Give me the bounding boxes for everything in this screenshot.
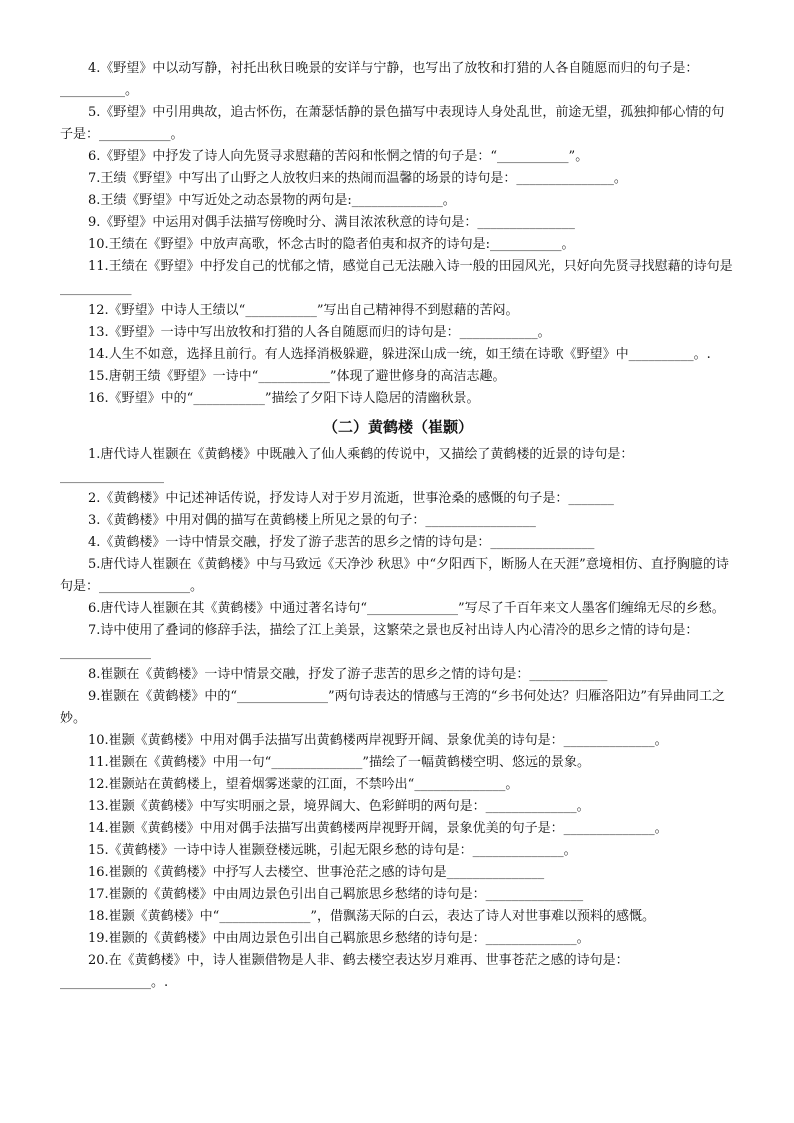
question: 4.《野望》中以动写静，衬托出秋日晚景的安详与宁静，也写出了放牧和打猎的人各自随愿而归的句子是：__________。 [60,61,699,98]
question: 17.崔颢的《黄鹤楼》中由周边景色引出自己羁旅思乡愁绪的诗句是：_______________ [88,887,584,902]
section-huanghelou [60,444,736,994]
worksheet-page [60,58,736,994]
question: 8.王绩《野望》中写近处之动态景物的两句是:______________。 [88,193,456,208]
question: 1.唐代诗人崔颢在《黄鹤楼》中既融入了仙人乘鹤的传说中，又描绘了黄鹤楼的近景的诗句是：________________ [60,447,634,484]
question: 6.唐代诗人崔颢在其《黄鹤楼》中通过著名诗句“______________”写尽了千百年来文人墨客们缠绵无尽的乡愁。 [88,601,725,616]
question: 2.《黄鹤楼》中记述神话传说，抒发诗人对于岁月流逝，世事沧桑的感慨的句子是：_______ [88,491,614,506]
question: 16.崔颢的《黄鹤楼》中抒写人去楼空、世事沧茫之感的诗句是_______________ [88,865,545,880]
question: 6.《野望》中抒发了诗人向先贤寻求慰藉的苦闷和怅惘之情的句子是：“___________”。 [88,149,589,164]
question: 18.崔颢《黄鹤楼》中“______________”，借飘荡天际的白云，表达了诗人对世事难以预料的感慨。 [88,909,655,924]
question: 20.在《黄鹤楼》中，诗人崔颢借物是人非、鹤去楼空表达岁月难再、世事苍茫之感的诗句是：______________。. [60,953,629,990]
question: 7.诗中使用了叠词的修辞手法，描绘了江上美景，这繁荣之景也反衬出诗人内心清冷的思乡之情的诗句是：______________ [60,623,699,660]
question: 5.唐代诗人崔颢在《黄鹤楼》中与马致远《天净沙 秋思》中“夕阳西下，断肠人在天涯”意境相仿、直抒胸臆的诗句是：______________。 [60,557,729,594]
question: 14.崔颢《黄鹤楼》中用对偶手法描写出黄鹤楼两岸视野开阔，景象优美的句子是：______________。 [88,821,668,836]
question: 7.王绩《野望》中写出了山野之人放牧归来的热闹而温馨的场景的诗句是：_______________。 [88,171,627,186]
section-yewang [60,58,736,410]
question: 16.《野望》中的“___________”描绘了夕阳下诗人隐居的清幽秋景。 [88,391,480,406]
question: 13.崔颢《黄鹤楼》中写实明丽之景，境界阔大、色彩鲜明的两句是：______________。 [88,799,590,814]
question: 9.崔颢在《黄鹤楼》中的“______________”两句诗表达的情感与王湾的“乡书何处达？归雁洛阳边”有异曲同工之妙。 [60,689,725,726]
question: 12.《野望》中诗人王绩以“___________”写出自己精神得不到慰藉的苦闷。 [88,303,519,318]
question: 11.王绩在《野望》中抒发自己的忧郁之情，感觉自己无法融入诗一般的田园风光，只好向先贤寻找慰藉的诗句是___________ [60,259,733,296]
question: 3.《黄鹤楼》中用对偶的描写在黄鹤楼上所见之景的句子：_________________ [88,513,536,528]
question: 9.《野望》中运用对偶手法描写傍晚时分、满目浓浓秋意的诗句是：_______________ [88,215,575,230]
section-title: （二）黄鹤楼（崔颢） [322,418,473,436]
question: 15.《黄鹤楼》一诗中诗人崔颢登楼远眺，引起无限乡愁的诗句是：______________。 [88,843,577,858]
question: 5.《野望》中引用典故，追古怀伤，在萧瑟恬静的景色描写中表现诗人身处乱世，前途无望，孤独抑郁心情的句子是：___________。 [60,105,725,142]
question: 19.崔颢的《黄鹤楼》中由周边景色引出自己羁旅思乡愁绪的诗句是：______________。 [88,931,590,946]
question: 14.人生不如意，选择且前行。有人选择消极躲避，躲进深山成一统，如王绩在诗歌《野望》中__________。. [88,347,711,362]
question: 11.崔颢在《黄鹤楼》中用一句“______________”描绘了一幅黄鹤楼空明、悠远的景象。 [88,755,590,770]
question: 10.王绩在《野望》中放声高歌，怀念古时的隐者伯夷和叔齐的诗句是:___________。 [88,237,575,252]
question: 10.崔颢《黄鹤楼》中用对偶手法描写出黄鹤楼两岸视野开阔、景象优美的诗句是：______________。 [88,733,668,748]
question: 8.崔颢在《黄鹤楼》一诗中情景交融，抒发了游子悲苦的思乡之情的诗句是：____________ [88,667,608,682]
question: 13.《野望》一诗中写出放牧和打猎的人各自随愿而归的诗句是：____________。 [88,325,551,340]
question: 15.唐朝王绩《野望》一诗中“___________”体现了避世修身的高洁志趣。 [88,369,506,384]
question: 4.《黄鹤楼》一诗中情景交融，抒发了游子悲苦的思乡之情的诗句是：________________ [88,535,595,550]
question: 12.崔颢站在黄鹤楼上，望着烟雾迷蒙的江面，不禁吟出“______________。 [88,777,519,792]
